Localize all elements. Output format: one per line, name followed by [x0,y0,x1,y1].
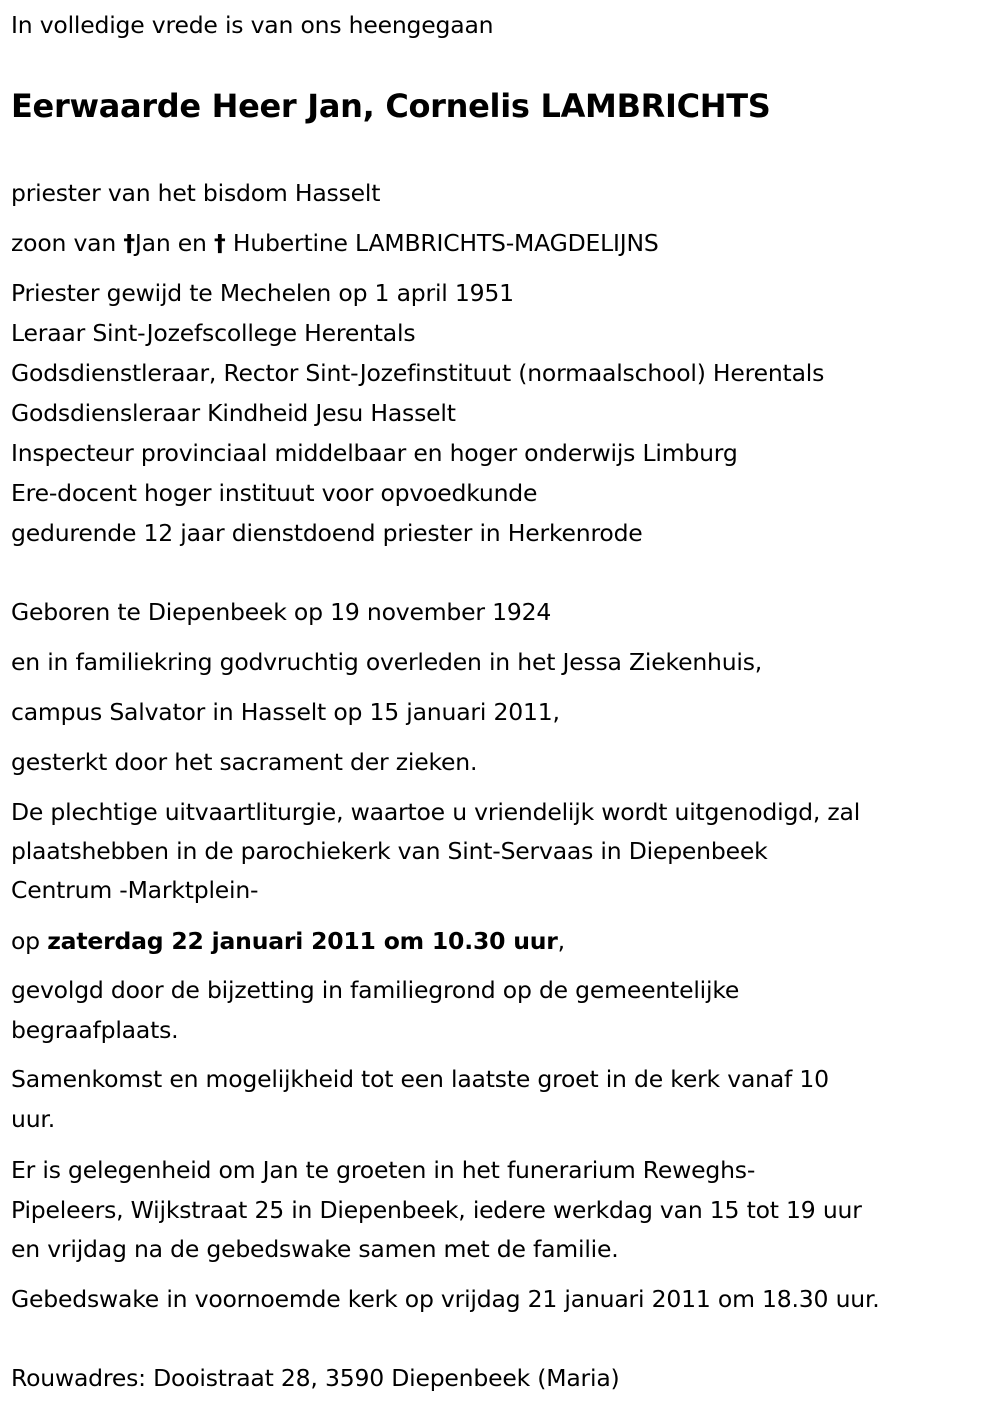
funeral-date-line [11,921,565,961]
date-suffix: , [557,927,565,955]
intro-text: In volledige vrede is van ons heengegaan [11,11,494,39]
parents-line [11,223,659,263]
career-line: Ere-docent hoger instituut voor opvoedkunde [11,479,538,507]
gathering-line: uur. [11,1105,55,1133]
parents-prefix: zoon van [11,229,117,257]
career-line: Godsdienstleraar, Rector Sint-Jozefinstituut (normaalschool) Herentals [11,359,825,387]
address-text: Rouwadres: Dooistraat 28, 3590 Diepenbeek (Maria) [11,1364,620,1392]
funeral-date: zaterdag 22 januari 2011 om 10.30 uur [47,927,558,955]
burial-line: begraafplaats. [11,1016,179,1044]
mother-name: Hubertine LAMBRICHTS-MAGDELIJNS [232,229,659,257]
cross-icon: † [214,229,226,257]
role-text: priester van het bisdom Hasselt [11,179,381,207]
birth-text: Geboren te Diepenbeek op 19 november 1924 [11,598,552,626]
career-line: Priester gewijd te Mechelen op 1 april 1951 [11,279,514,307]
burial-line: gevolgd door de bijzetting in familiegrond op de gemeentelijke [11,976,740,1004]
death-line: en in familiekring godvruchtig overleden in het Jessa Ziekenhuis, [11,648,763,676]
visitation-line: Pipeleers, Wijkstraat 25 in Diepenbeek, iedere werkdag van 15 tot 19 uur [11,1196,862,1224]
cross-icon: † [123,229,135,257]
gathering-line: Samenkomst en mogelijkheid tot een laatste groet in de kerk vanaf 10 [11,1065,829,1093]
death-line: campus Salvator in Hasselt op 15 januari 2011, [11,698,560,726]
visitation-line: Er is gelegenheid om Jan te groeten in het funerarium Reweghs- [11,1156,756,1184]
deceased-name: Eerwaarde Heer Jan, Cornelis LAMBRICHTS [11,87,771,125]
funeral-line: Centrum -Marktplein- [11,876,259,904]
funeral-line: De plechtige uitvaartliturgie, waartoe u vriendelijk wordt uitgenodigd, zal [11,798,861,826]
vigil-text: Gebedswake in voornoemde kerk op vrijdag 21 januari 2011 om 18.30 uur. [11,1285,880,1313]
career-line: Leraar Sint-Jozefscollege Herentals [11,319,416,347]
visitation-line: en vrijdag na de gebedswake samen met de familie. [11,1235,619,1263]
death-line: gesterkt door het sacrament der zieken. [11,748,478,776]
career-line: Inspecteur provinciaal middelbaar en hoger onderwijs Limburg [11,439,738,467]
date-prefix: op [11,927,40,955]
funeral-line: plaatshebben in de parochiekerk van Sint-Servaas in Diepenbeek [11,837,768,865]
career-line: gedurende 12 jaar dienstdoend priester in Herkenrode [11,519,643,547]
career-line: Godsdiensleraar Kindheid Jesu Hasselt [11,399,456,427]
father-name: Jan en [134,229,207,257]
